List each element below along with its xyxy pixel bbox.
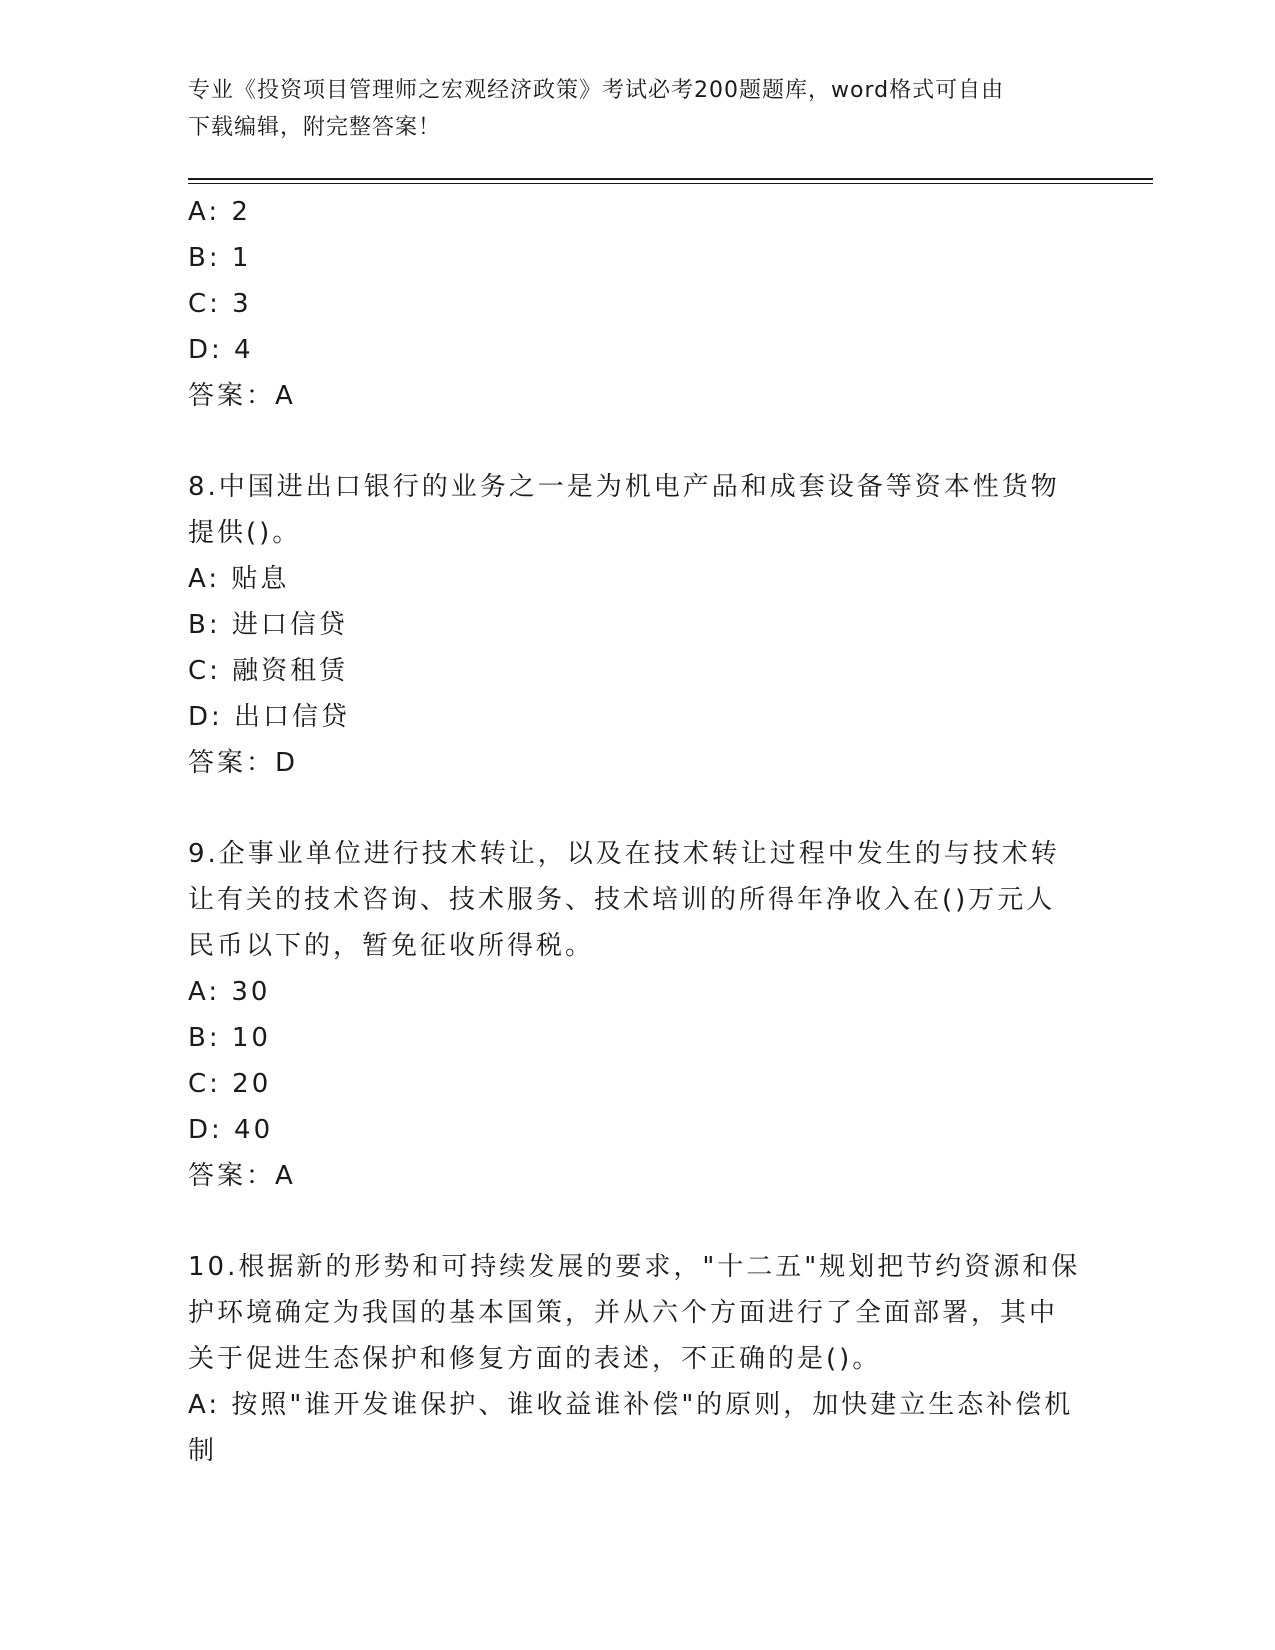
option-b: B: 10	[188, 1023, 271, 1053]
option-d: D: 4	[188, 335, 254, 365]
answer-line: 答案：A	[188, 1161, 296, 1191]
document-header	[188, 72, 1068, 146]
option-a: A: 按照"谁开发谁保护、谁收益谁补偿"的原则，加快建立生态补偿机	[188, 1390, 1074, 1420]
question-7-continuation	[188, 189, 1088, 419]
option-d: D: 出口信贷	[188, 702, 351, 732]
question-text-line-1: 10.根据新的形势和可持续发展的要求，"十二五"规划把节约资源和保	[188, 1252, 1081, 1282]
header-line-1: 专业《投资项目管理师之宏观经济政策》考试必考200题题库，word格式可自由	[188, 78, 1005, 103]
header-divider-thin	[188, 183, 1153, 184]
question-text-line-3: 民币以下的，暂免征收所得税。	[188, 931, 595, 961]
option-c: C: 融资租赁	[188, 656, 349, 686]
question-10	[188, 1244, 1088, 1474]
answer-line: 答案：A	[188, 381, 296, 411]
answer-line: 答案：D	[188, 748, 299, 778]
option-c: C: 3	[188, 289, 252, 319]
option-b: B: 进口信贷	[188, 610, 348, 640]
option-b: B: 1	[188, 243, 252, 273]
question-gap	[188, 1199, 1088, 1244]
option-a: A: 2	[188, 197, 251, 227]
option-a: A: 贴息	[188, 564, 290, 594]
question-text-line-2: 让有关的技术咨询、技术服务、技术培训的所得年净收入在()万元人	[188, 885, 1056, 915]
question-text-line-1: 9.企事业单位进行技术转让，以及在技术转让过程中发生的与技术转	[188, 839, 1060, 869]
question-text-line-2: 护环境确定为我国的基本国策，并从六个方面进行了全面部署，其中	[188, 1298, 1059, 1328]
option-c: C: 20	[188, 1069, 272, 1099]
header-divider-thick	[188, 178, 1153, 180]
question-text-line-2: 提供()。	[188, 518, 302, 548]
question-8	[188, 464, 1088, 786]
option-d: D: 40	[188, 1115, 274, 1145]
question-text-line-3: 关于促进生态保护和修复方面的表述，不正确的是()。	[188, 1344, 882, 1374]
question-gap	[188, 419, 1088, 464]
header-line-2: 下载编辑，附完整答案！	[188, 115, 442, 140]
question-text-line-1: 8.中国进出口银行的业务之一是为机电产品和成套设备等资本性货物	[188, 472, 1060, 502]
question-9	[188, 831, 1088, 1199]
question-list	[188, 189, 1088, 1474]
option-a-continuation: 制	[188, 1436, 218, 1466]
question-gap	[188, 786, 1088, 831]
option-a: A: 30	[188, 977, 271, 1007]
